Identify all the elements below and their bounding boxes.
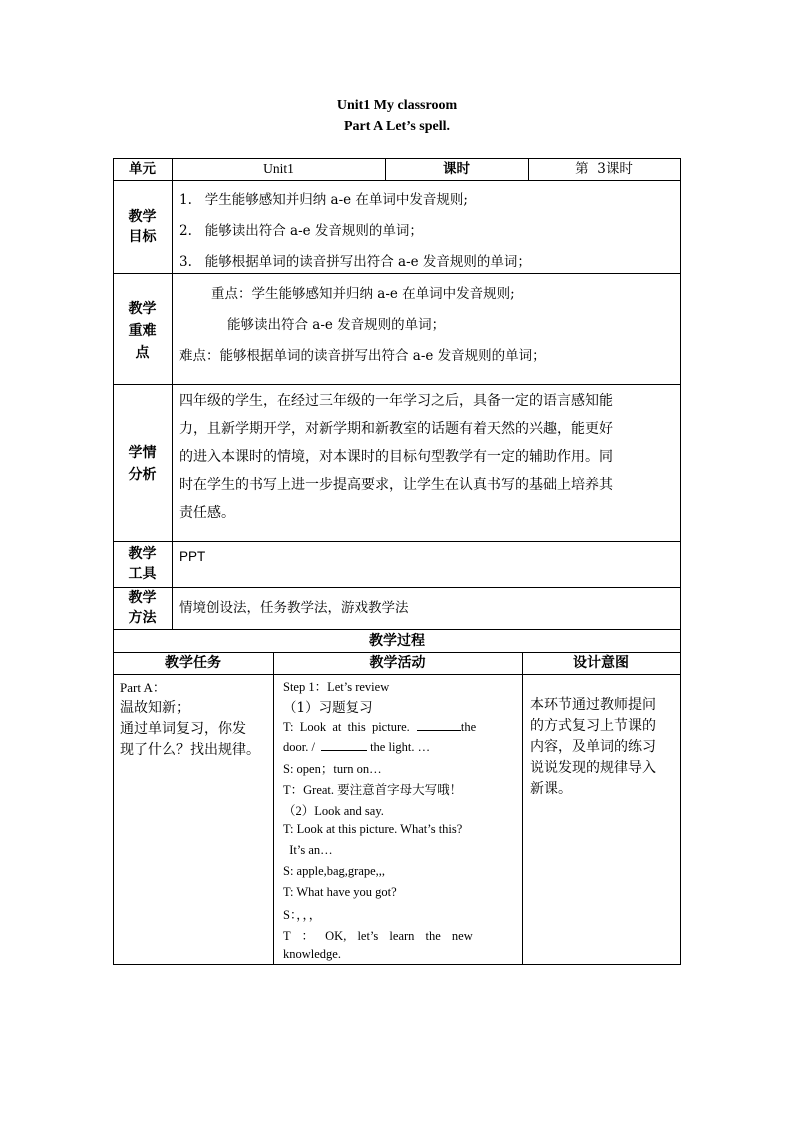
intent-line: 本环节通过教师提问: [530, 697, 656, 713]
methods-value: 情境创设法，任务教学法，游戏教学法: [179, 600, 409, 616]
activity-line: S：，，，: [283, 908, 322, 922]
activity-sub-heading: （1）习题复习: [283, 700, 373, 716]
intent-line: 新课。: [530, 781, 572, 797]
intent-line: 的方式复习上节课的: [530, 718, 656, 734]
activity-text: door. /: [283, 740, 315, 754]
table-border-top: [113, 158, 681, 159]
activity-line: It’s an…: [283, 843, 333, 857]
period-value: 第 3课时: [575, 161, 633, 177]
methods-label: [113, 588, 172, 628]
methods-label-line: 教学: [128, 590, 157, 606]
objective-item: 3. 能够根据单词的读音拼写出符合 a-e 发音规则的单词；: [179, 254, 531, 270]
analysis-label-line: 学情: [128, 445, 157, 461]
activity-line: S: open；turn on…: [283, 762, 382, 776]
activity-text: the: [460, 720, 477, 734]
tools-value: PPT: [179, 549, 206, 564]
key-points-label-line: 重难: [128, 323, 157, 339]
row-divider: [113, 541, 681, 542]
column-header-intent: 设计意图: [573, 655, 629, 671]
blank-underline: [321, 738, 367, 751]
activity-sub-heading: （2）Look and say.: [283, 804, 384, 818]
period-label: 课时: [443, 161, 470, 177]
table-border-bottom: [113, 964, 681, 965]
activity-line: [283, 738, 516, 755]
row-divider: [113, 180, 681, 181]
tools-label-line: 工具: [128, 566, 157, 582]
analysis-line: 力，且新学期开学，对新学期和新教室的话题有着天然的兴趣，能更好: [179, 421, 613, 437]
activity-line: knowledge.: [283, 947, 341, 961]
analysis-label: [113, 442, 172, 486]
difficult-point-line: 难点：能够根据单词的读音拼写出符合 a-e 发音规则的单词；: [179, 348, 546, 364]
intent-line: 说说发现的规律导入: [530, 760, 656, 776]
activity-line: T: What have you got?: [283, 885, 397, 899]
column-header-task: 教学任务: [165, 655, 221, 671]
intent-line: 内容，及单词的练习: [530, 739, 656, 755]
analysis-line: 的进入本课时的情境，对本课时的目标句型教学有一定的辅助作用。同: [179, 449, 613, 465]
activity-line: T: Look at this picture. What’s this?: [283, 822, 463, 836]
objectives-label-line: 教学: [128, 209, 157, 225]
activity-text: the light. …: [370, 740, 431, 754]
analysis-text: [179, 387, 677, 527]
process-heading: 教学过程: [369, 633, 425, 649]
label-column-divider: [172, 158, 173, 630]
row-divider: [113, 629, 681, 630]
intent-cell: [530, 695, 676, 800]
task-line: 温故知新；: [120, 700, 190, 716]
row-divider: [113, 273, 681, 274]
row-divider: [113, 674, 681, 675]
row-divider: [113, 652, 681, 653]
analysis-line: 时在学生的书写上进一步提高要求，让学生在认真书写的基础上培养其: [179, 477, 613, 493]
row-divider: [113, 384, 681, 385]
activity-line: S: apple,bag,grape,,,: [283, 864, 386, 878]
task-line: 现了什么？找出规律。: [120, 742, 260, 758]
task-cell: [120, 677, 270, 761]
task-line: 通过单词复习，你发: [120, 721, 246, 737]
column-header-activity: 教学活动: [369, 655, 426, 671]
document-title: Unit1 My classroom: [336, 98, 458, 113]
objective-item: 2. 能够读出符合 a-e 发音规则的单词；: [179, 223, 423, 239]
analysis-label-line: 分析: [128, 467, 157, 483]
activity-line: T ： OK, let’s learn the new: [283, 929, 473, 943]
activity-text: T: Look at this picture.: [283, 720, 410, 734]
unit-value: Unit1: [263, 161, 294, 176]
key-points-label-line: 点: [135, 345, 150, 361]
unit-label: 单元: [129, 161, 156, 177]
methods-label-line: 方法: [128, 610, 157, 626]
process-divider: [522, 652, 523, 965]
key-point-line: 能够读出符合 a-e 发音规则的单词；: [227, 317, 446, 333]
key-point-line: 重点：学生能够感知并归纳 a-e 在单词中发音规则;: [211, 286, 515, 302]
objective-item: 1. 学生能够感知并归纳 a-e 在单词中发音规则;: [179, 192, 468, 208]
task-line: Part A：: [120, 680, 166, 695]
key-points-label-line: 教学: [128, 301, 157, 317]
objectives-label: [113, 207, 172, 247]
tools-label-line: 教学: [128, 546, 157, 562]
blank-underline: [417, 718, 461, 731]
tools-label: [113, 544, 172, 584]
objectives-label-line: 目标: [128, 229, 157, 245]
row-divider: [113, 587, 681, 588]
table-border-right: [680, 158, 681, 965]
activity-line: T：Great. 要注意首字母大写哦！: [283, 783, 463, 797]
activity-step: Step 1：Let’s review: [283, 680, 390, 694]
process-divider: [273, 652, 274, 965]
key-points-label: [113, 298, 172, 364]
activity-line: [283, 718, 516, 735]
analysis-line: 四年级的学生，在经过三年级的一年学习之后，具备一定的语言感知能: [179, 393, 613, 409]
document-subtitle: Part A Let’s spell.: [343, 119, 451, 134]
analysis-line: 责任感。: [179, 505, 235, 521]
